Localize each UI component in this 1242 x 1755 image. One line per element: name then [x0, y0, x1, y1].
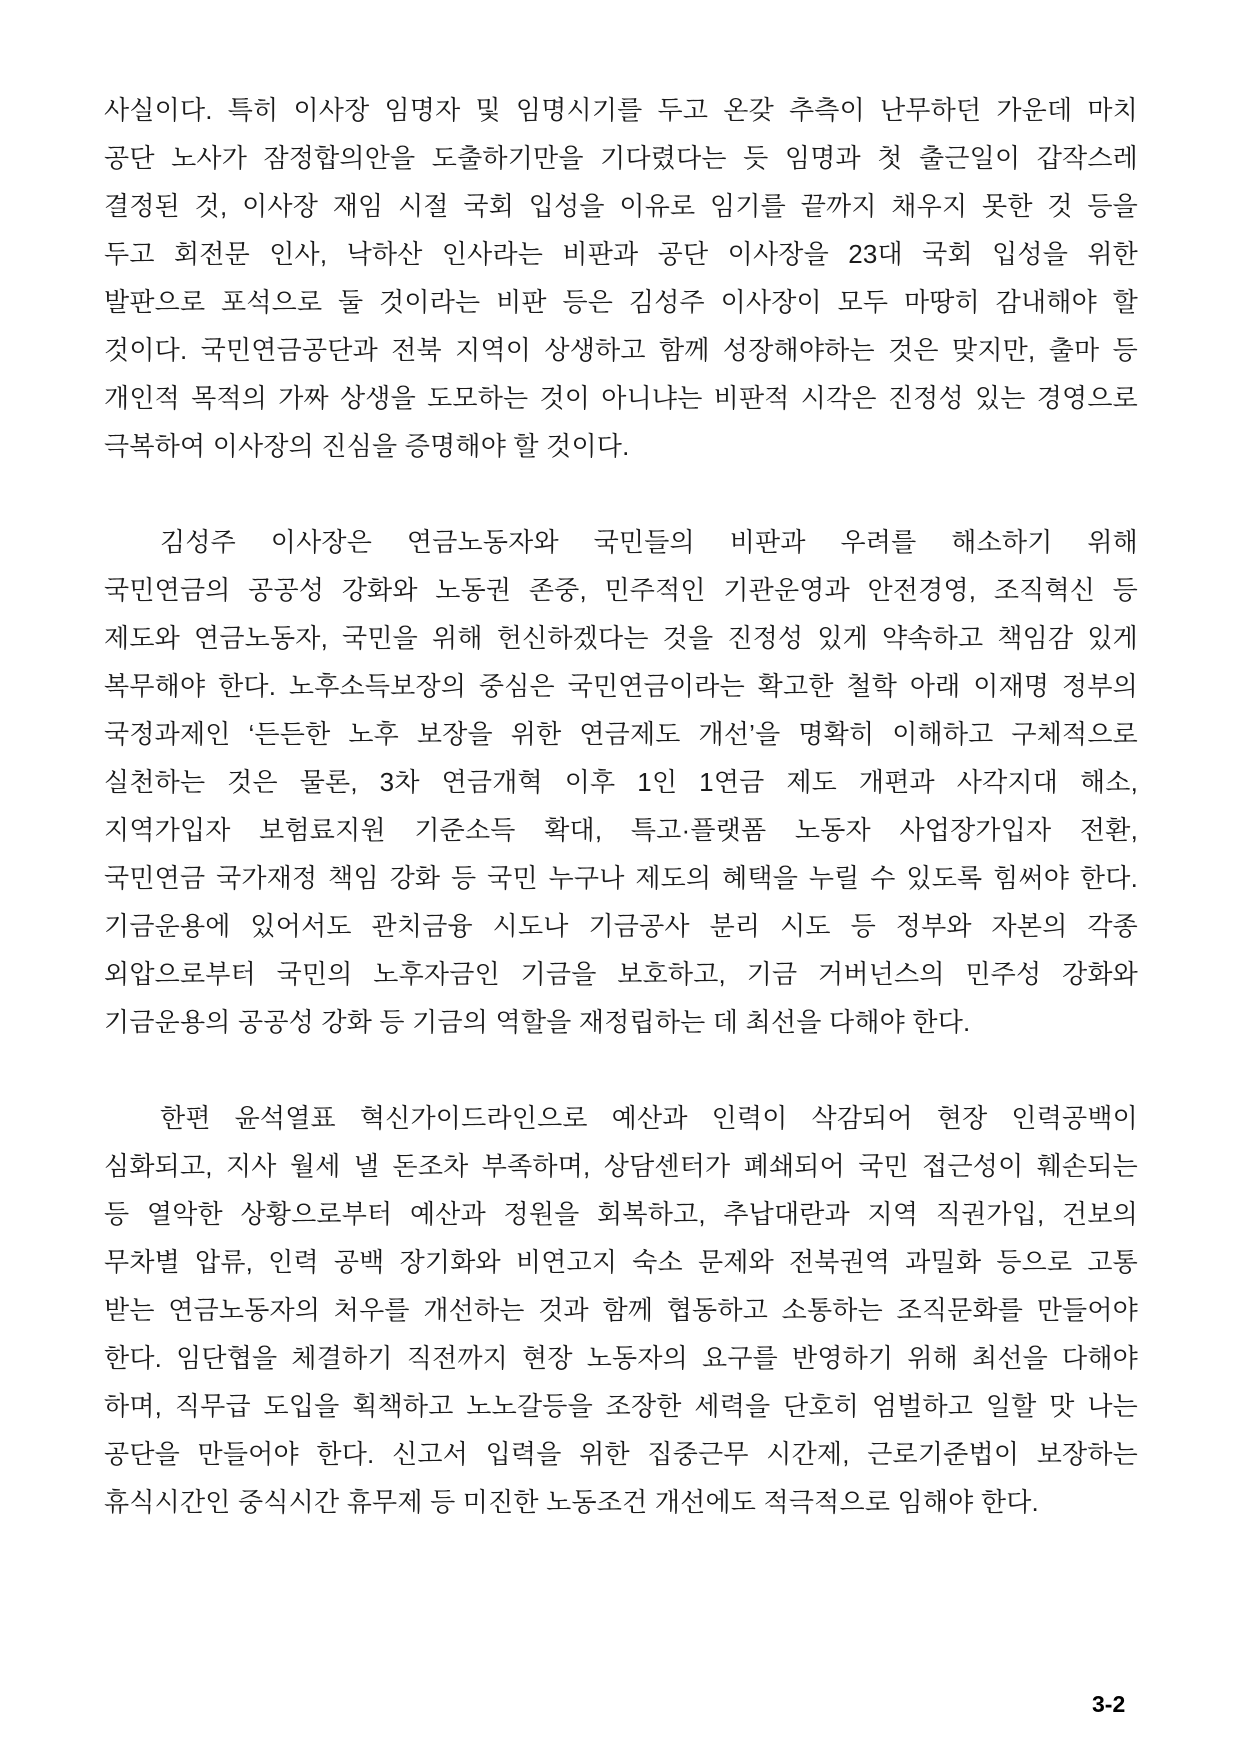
text-line: 한편 윤석열표 혁신가이드라인으로 예산과 인력이 삭감되어 현장 인력공백이	[160, 1103, 1138, 1133]
paragraph-1	[104, 86, 1138, 470]
paragraph-3	[104, 1094, 1138, 1526]
text-line: 국정과제인 ‘든든한 노후 보장을 위한 연금제도 개선’을 명확히 이해하고 구체적으로	[104, 719, 1138, 749]
text-line: 기금운용의 공공성 강화 등 기금의 역할을 재정립하는 데 최선을 다해야 한다.	[104, 1007, 971, 1037]
text-line: 받는 연금노동자의 처우를 개선하는 것과 함께 협동하고 소통하는 조직문화를 만들어야	[104, 1295, 1138, 1325]
text-line: 국민연금 국가재정 책임 강화 등 국민 누구나 제도의 혜택을 누릴 수 있도록 힘써야 한다.	[104, 863, 1138, 893]
text-line: 지역가입자 보험료지원 기준소득 확대, 특고·플랫폼 노동자 사업장가입자 전환,	[104, 815, 1138, 845]
text-line: 발판으로 포석으로 둘 것이라는 비판 등은 김성주 이사장이 모두 마땅히 감내해야 할	[104, 287, 1138, 317]
text-line: 외압으로부터 국민의 노후자금인 기금을 보호하고, 기금 거버넌스의 민주성 강화와	[104, 959, 1138, 989]
text-line: 등 열악한 상황으로부터 예산과 정원을 회복하고, 추납대란과 지역 직권가입, 건보의	[104, 1199, 1138, 1229]
text-line: 극복하여 이사장의 진심을 증명해야 할 것이다.	[104, 431, 630, 461]
text-line: 한다. 임단협을 체결하기 직전까지 현장 노동자의 요구를 반영하기 위해 최선을 다해야	[104, 1343, 1138, 1373]
text-line: 두고 회전문 인사, 낙하산 인사라는 비판과 공단 이사장을 23대 국회 입성을 위한	[104, 239, 1138, 269]
paragraph-2	[104, 518, 1138, 1046]
text-line: 심화되고, 지사 월세 낼 돈조차 부족하며, 상담센터가 폐쇄되어 국민 접근성이 훼손되는	[104, 1151, 1138, 1181]
text-line: 결정된 것, 이사장 재임 시절 국회 입성을 이유로 임기를 끝까지 채우지 못한 것 등을	[104, 191, 1138, 221]
text-line: 공단 노사가 잠정합의안을 도출하기만을 기다렸다는 듯 임명과 첫 출근일이 갑작스레	[104, 143, 1138, 173]
text-line: 무차별 압류, 인력 공백 장기화와 비연고지 숙소 문제와 전북권역 과밀화 등으로 고통	[104, 1247, 1138, 1277]
text-line: 복무해야 한다. 노후소득보장의 중심은 국민연금이라는 확고한 철학 아래 이재명 정부의	[104, 671, 1138, 701]
text-line: 실천하는 것은 물론, 3차 연금개혁 이후 1인 1연금 제도 개편과 사각지대 해소,	[104, 767, 1138, 797]
text-line: 개인적 목적의 가짜 상생을 도모하는 것이 아니냐는 비판적 시각은 진정성 있는 경영으로	[104, 383, 1138, 413]
text-line: 사실이다. 특히 이사장 임명자 및 임명시기를 두고 온갖 추측이 난무하던 가운데 마치	[104, 95, 1138, 125]
text-line: 하며, 직무급 도입을 획책하고 노노갈등을 조장한 세력을 단호히 엄벌하고 일할 맛 나는	[104, 1391, 1138, 1421]
text-line: 것이다. 국민연금공단과 전북 지역이 상생하고 함께 성장해야하는 것은 맞지만, 출마 등	[104, 335, 1138, 365]
text-line: 휴식시간인 중식시간 휴무제 등 미진한 노동조건 개선에도 적극적으로 임해야 한다.	[104, 1487, 1039, 1517]
page-number: 3-2	[1092, 1691, 1126, 1717]
text-line: 공단을 만들어야 한다. 신고서 입력을 위한 집중근무 시간제, 근로기준법이 보장하는	[104, 1439, 1138, 1469]
text-line: 제도와 연금노동자, 국민을 위해 헌신하겠다는 것을 진정성 있게 약속하고 책임감 있게	[104, 623, 1138, 653]
document-body	[104, 86, 1138, 1526]
text-line: 김성주 이사장은 연금노동자와 국민들의 비판과 우려를 해소하기 위해	[160, 527, 1138, 557]
text-line: 국민연금의 공공성 강화와 노동권 존중, 민주적인 기관운영과 안전경영, 조직혁신 등	[104, 575, 1138, 605]
text-line: 기금운용에 있어서도 관치금융 시도나 기금공사 분리 시도 등 정부와 자본의 각종	[104, 911, 1138, 941]
